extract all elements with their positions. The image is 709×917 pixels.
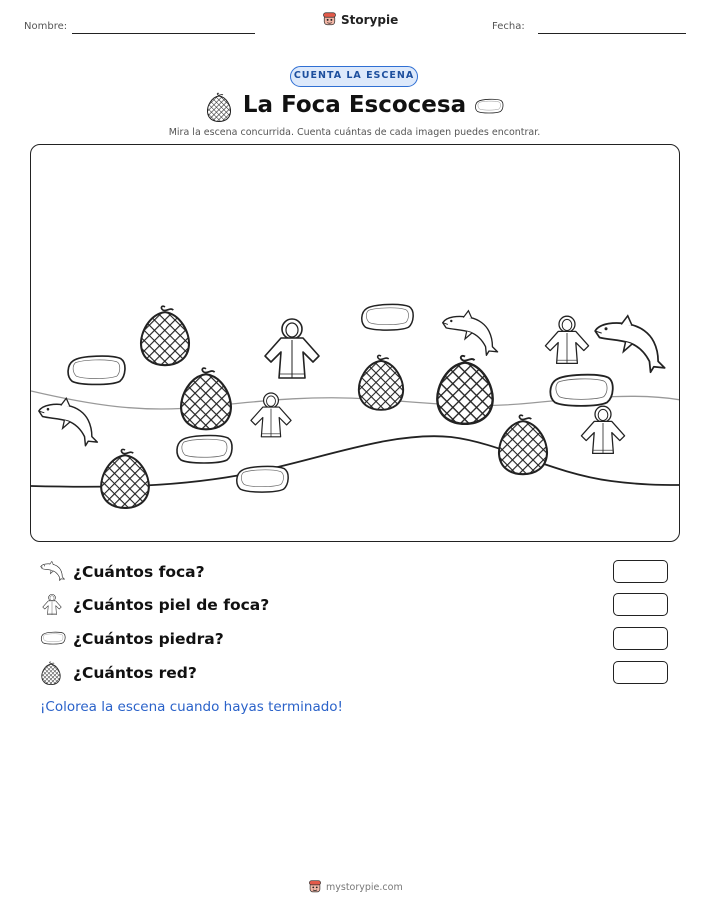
name-label: Nombre: bbox=[24, 21, 68, 32]
stone-icon[interactable] bbox=[68, 356, 125, 384]
scene-frame[interactable] bbox=[30, 144, 680, 542]
seal-icon[interactable] bbox=[595, 316, 664, 372]
question-text: ¿Cuántos red? bbox=[73, 664, 197, 682]
scene-canvas bbox=[31, 145, 680, 542]
date-label: Fecha: bbox=[492, 21, 525, 32]
answer-box-stone[interactable] bbox=[613, 627, 668, 650]
question-row-coat bbox=[40, 593, 670, 619]
coat-icon bbox=[40, 593, 64, 617]
seal-icon bbox=[40, 560, 66, 582]
section-badge: CUENTA LA ESCENA bbox=[290, 66, 418, 87]
net-icon[interactable] bbox=[359, 355, 403, 409]
question-row-stone bbox=[40, 627, 670, 653]
net-icon bbox=[40, 661, 62, 685]
seal-icon[interactable] bbox=[443, 311, 498, 356]
stone-icon[interactable] bbox=[237, 466, 288, 492]
answer-box-net[interactable] bbox=[613, 661, 668, 684]
net-icon[interactable] bbox=[437, 356, 492, 424]
page-title: La Foca Escocesa bbox=[242, 92, 467, 118]
question-row-net bbox=[40, 661, 670, 687]
coloring-instruction: ¡Colorea la escena cuando hayas terminado! bbox=[40, 699, 343, 715]
net-icon[interactable] bbox=[499, 415, 547, 474]
net-icon[interactable] bbox=[101, 449, 149, 508]
seal-icon[interactable] bbox=[39, 398, 98, 446]
mascot-icon bbox=[308, 880, 322, 894]
storypie-logo bbox=[322, 12, 398, 27]
footer-url[interactable]: mystorypie.com bbox=[326, 881, 403, 893]
footer bbox=[308, 880, 403, 894]
instructions: Mira la escena concurrida. Cuenta cuántas de cada imagen puedes encontrar. bbox=[168, 127, 541, 138]
brand-name: Storypie bbox=[341, 12, 399, 27]
net-icon[interactable] bbox=[181, 368, 231, 429]
stone-icon bbox=[40, 630, 66, 646]
stone-icon[interactable] bbox=[362, 304, 413, 330]
mascot-icon bbox=[322, 12, 337, 27]
coat-icon[interactable] bbox=[545, 316, 588, 363]
stone-icon[interactable] bbox=[550, 375, 612, 406]
answer-box-coat[interactable] bbox=[613, 593, 668, 616]
coat-icon[interactable] bbox=[581, 406, 624, 453]
question-row-seal bbox=[40, 560, 670, 586]
stone-icon bbox=[474, 97, 504, 115]
question-text: ¿Cuántos piel de foca? bbox=[73, 596, 270, 614]
stone-icon[interactable] bbox=[177, 436, 232, 463]
coat-icon[interactable] bbox=[265, 319, 319, 378]
question-text: ¿Cuántos piedra? bbox=[73, 630, 224, 648]
answer-box-seal[interactable] bbox=[613, 560, 668, 583]
question-text: ¿Cuántos foca? bbox=[73, 563, 205, 581]
name-line[interactable] bbox=[72, 33, 255, 34]
date-line[interactable] bbox=[538, 33, 686, 34]
net-icon[interactable] bbox=[141, 306, 189, 365]
